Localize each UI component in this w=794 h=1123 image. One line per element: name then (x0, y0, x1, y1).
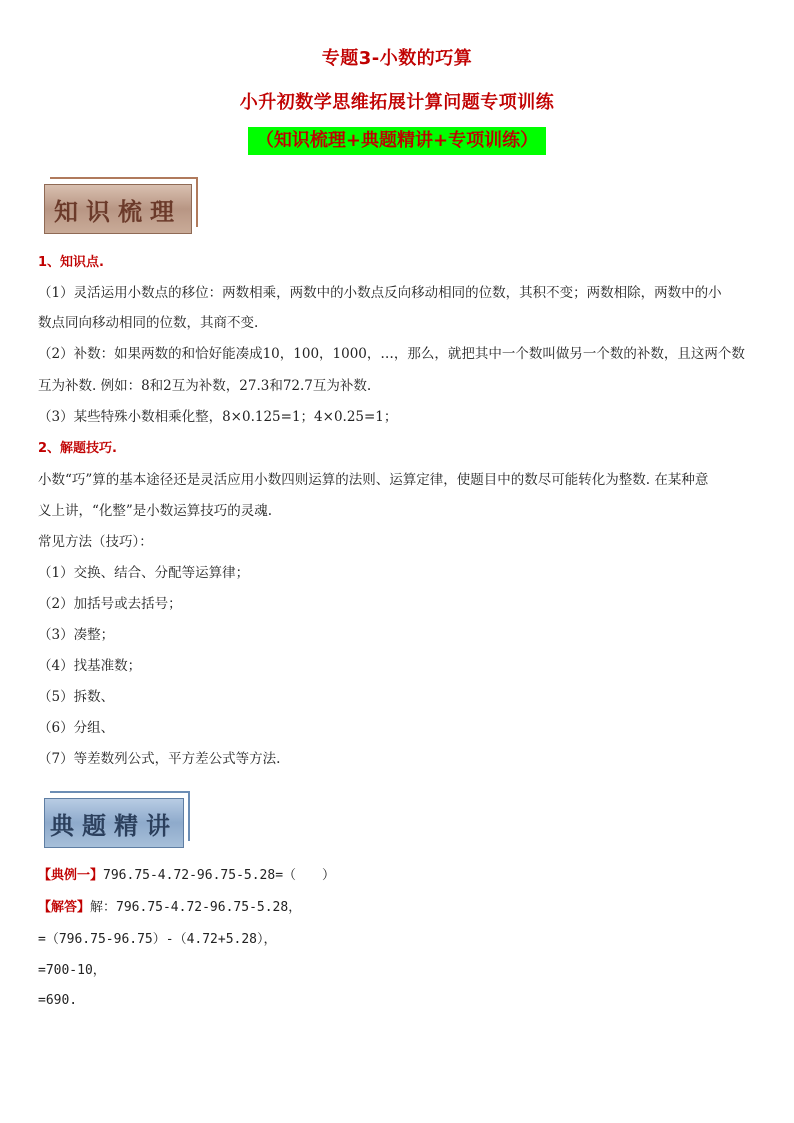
answer-line-2: =（796.75-96.75）-（4.72+5.28）， (38, 932, 277, 947)
knowledge-points-heading: 1、知识点. (38, 255, 104, 270)
answer-text: 解：796.75-4.72-96.75-5.28， (90, 900, 302, 915)
example-explanation-banner: 典题精讲 (44, 798, 184, 848)
title-line-2: 小升初数学思维拓展计算问题专项训练 (239, 92, 555, 113)
example-one-tag: 【典例一】 (38, 868, 104, 883)
example-one-expression: 796.75-4.72-96.75-5.28=（ ） (103, 868, 336, 883)
method-item: （1）交换、结合、分配等运算律； (38, 565, 250, 581)
paragraph-decimal-shift-line-2: 数点同向移动相同的位数，其商不变. (38, 315, 259, 331)
method-item: （2）加括号或去括号； (38, 596, 182, 612)
answer-tag: 【解答】 (38, 900, 91, 915)
answer-line-4: =690. (38, 993, 78, 1008)
method-item: （4）找基准数； (38, 658, 142, 674)
answer-line-1 (38, 898, 758, 917)
paragraph-special-products: （3）某些特殊小数相乘化整，8×0.125=1；4×0.25=1； (38, 409, 398, 425)
paragraph-decimal-shift-line-1: （1）灵活运用小数点的移位：两数相乘，两数中的小数点反向移动相同的位数，其积不变；两数相除，两数中的小 (38, 285, 722, 301)
title-line-3-wrapper (0, 127, 794, 155)
techniques-paragraph-line-2: 义上讲，“化整”是小数运算技巧的灵魂. (38, 503, 273, 519)
answer-line-3: =700-10， (38, 963, 106, 978)
example-one (38, 866, 758, 885)
knowledge-review-banner: 知识梳理 (44, 184, 192, 234)
title-line-1: 专题3-小数的巧算 (321, 48, 473, 69)
method-item: （3）凑整； (38, 627, 115, 643)
method-item: （6）分组、 (38, 720, 115, 736)
method-item: （7）等差数列公式，平方差公式等方法. (38, 751, 281, 767)
title-line-3-highlight: （知识梳理+典题精讲+专项训练） (248, 127, 546, 155)
paragraph-complement-line-1: （2）补数：如果两数的和恰好能凑成10，100，1000，…，那么，就把其中一个数叫做另一个数的补数，且这两个数 (38, 346, 745, 362)
techniques-heading: 2、解题技巧. (38, 441, 117, 456)
techniques-paragraph-line-1: 小数“巧”算的基本途径还是灵活应用小数四则运算的法则、运算定律，使题目中的数尽可能转化为整数. 在某种意 (38, 472, 709, 488)
methods-title: 常见方法（技巧）： (38, 534, 153, 550)
paragraph-complement-line-2: 互为补数. 例如：8和2互为补数，27.3和72.7互为补数. (38, 378, 372, 394)
method-item: （5）拆数、 (38, 689, 115, 705)
